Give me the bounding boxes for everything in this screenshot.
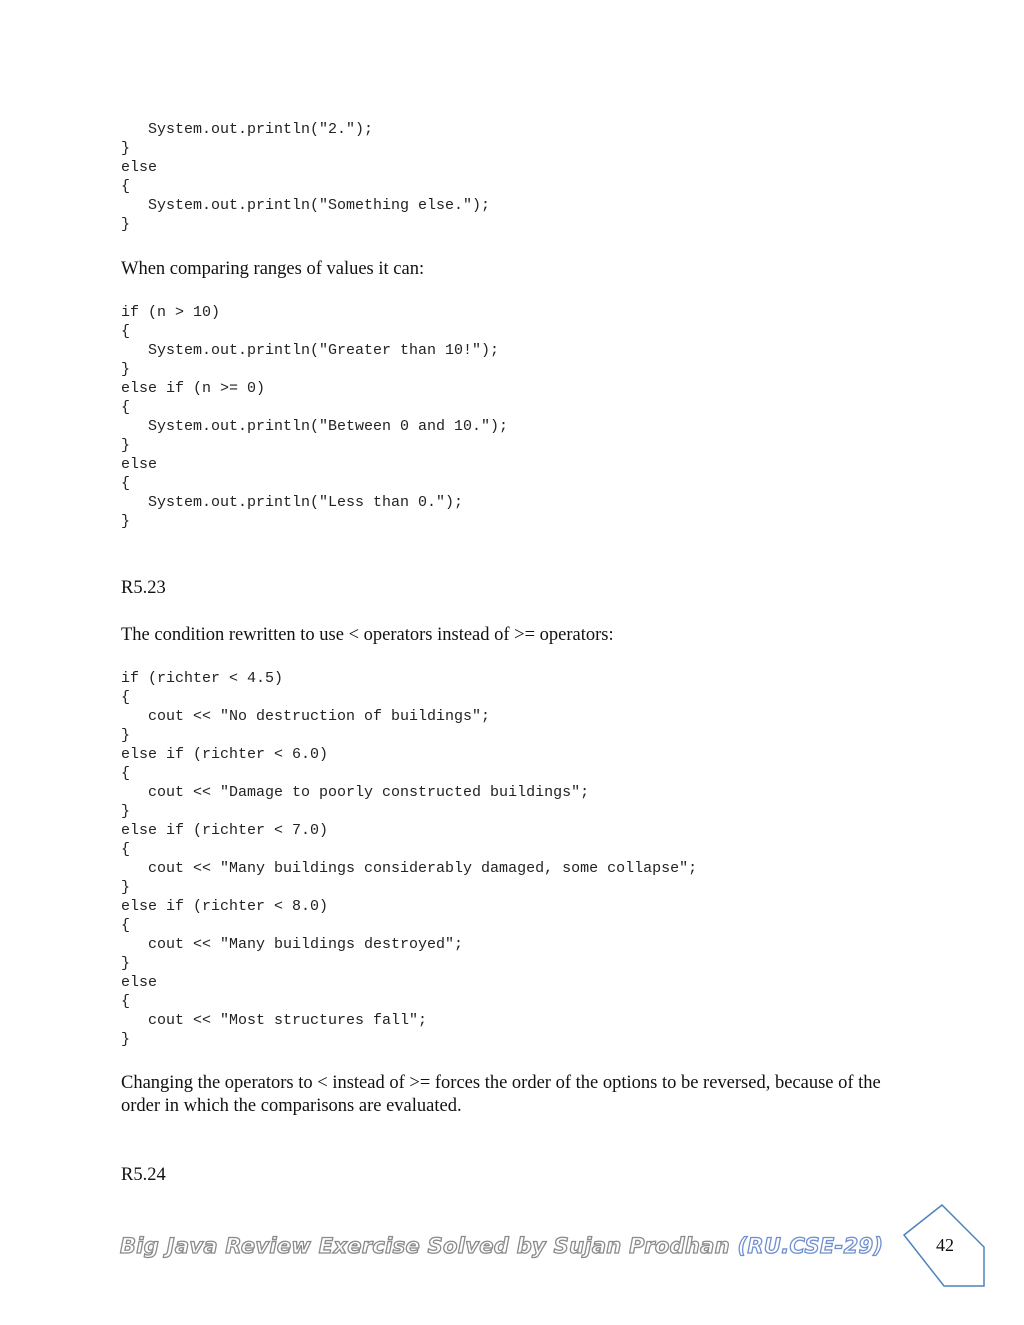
heading-r5-24: R5.24 (121, 1165, 166, 1185)
heading-r5-23: R5.23 (121, 578, 166, 598)
code-block-range-comparison: if (n > 10) { System.out.println("Greater than 10!"); } else if (n >= 0) { System.out.println("Between 0 and 10."); } else { System.out.println("Less than 0."); } (121, 304, 509, 530)
paragraph-condition-rewritten: The condition rewritten to use < operators instead of >= operators: (121, 625, 614, 645)
footer-title (120, 1234, 883, 1258)
footer-author-text: Big Java Review Exercise Solved by Sujan Prodhan (120, 1234, 730, 1258)
footer-affiliation: (RU.CSE-29) (737, 1234, 884, 1258)
page-number: 42 (936, 1235, 954, 1255)
paragraph-changing-operators: Changing the operators to < instead of >= forces the order of the options to be reversed, because of the order in which the comparisons are evaluated. (121, 1073, 881, 1116)
code-block-richter: if (richter < 4.5) { cout << "No destruction of buildings"; } else if (richter < 6.0) { cout << "Damage to poorly constructed buildings"; } else if (richter < 7.0) { cout << "Many buildings considerably damaged, some collapse"; } else if (richter < 8.0) { cout << "Many buildings destroyed"; } else { cout << "Most structures fall"; } (121, 670, 698, 1048)
code-block-println-else: System.out.println("2."); } else { System.out.println("Something else."); } (121, 121, 491, 233)
paragraph-comparing-ranges: When comparing ranges of values it can: (121, 259, 425, 279)
